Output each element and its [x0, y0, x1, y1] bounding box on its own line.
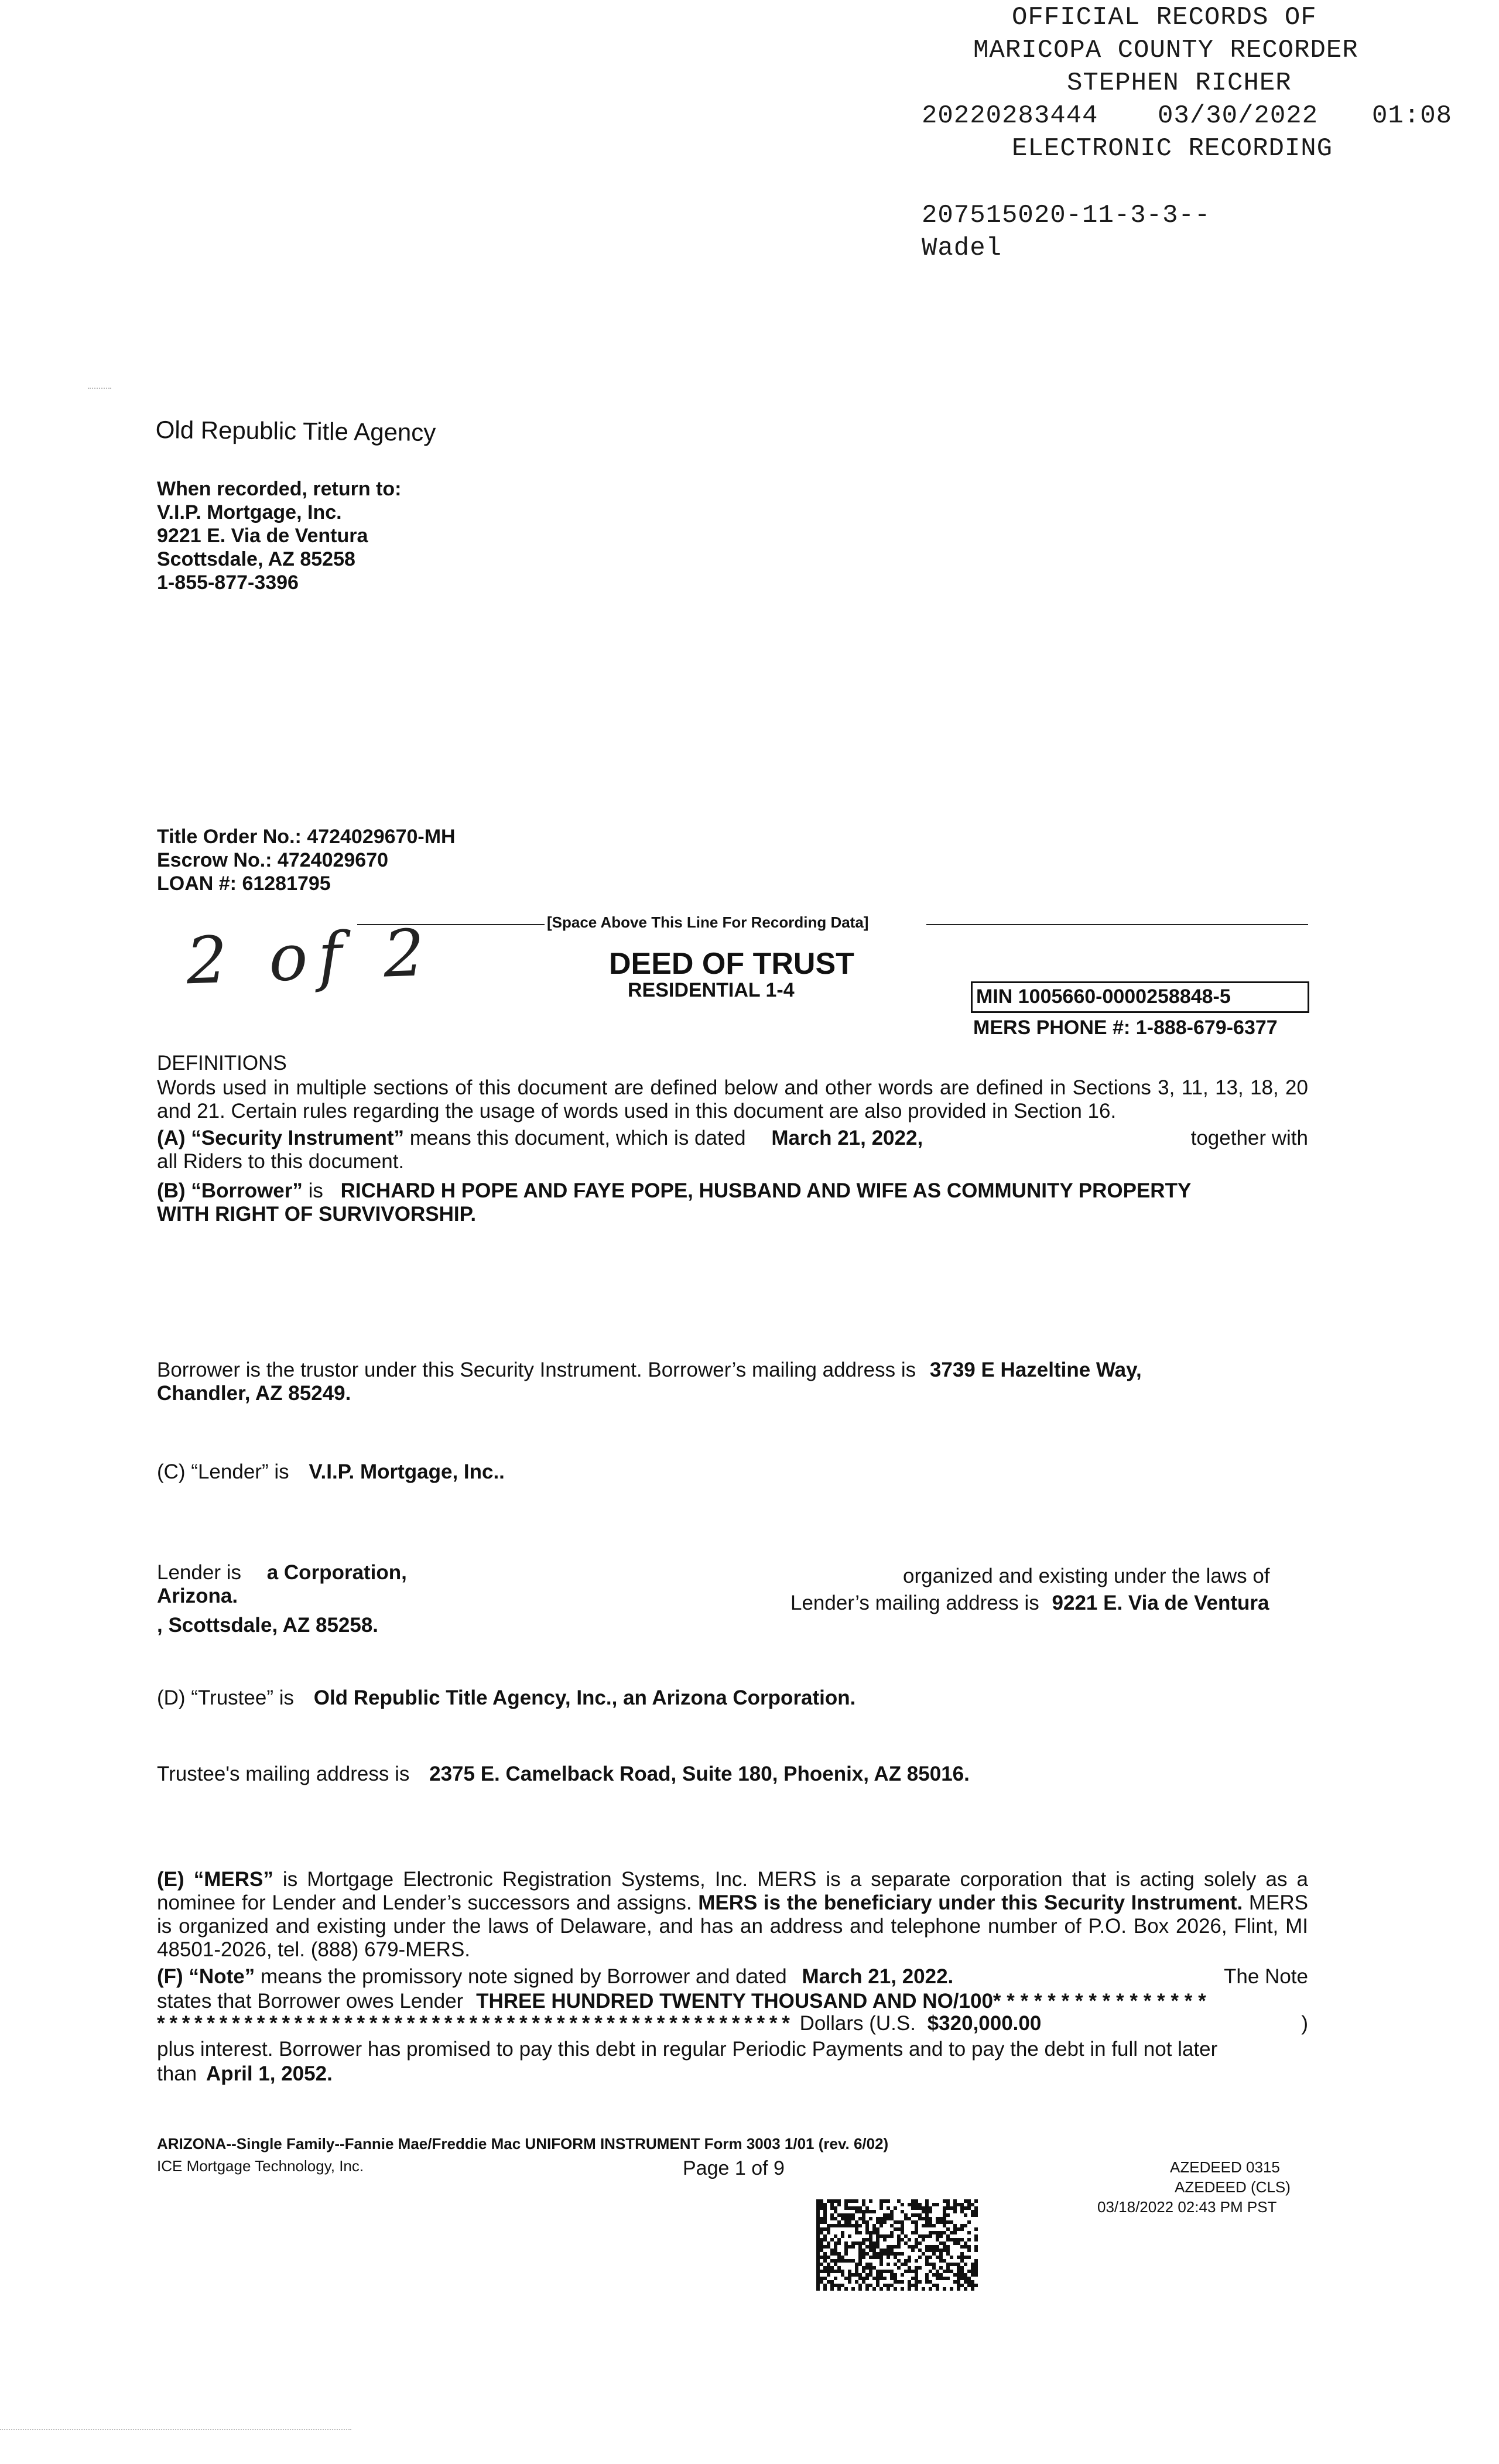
def-e-label: (E) “MERS” [157, 1868, 273, 1891]
def-e-text2: MERS is organized and existing under the laws of Delaware, and has an address and telephone number of P.O. Box 2026, Flint, MI 48501-2026, tel. (888) 679-MERS. [157, 1891, 1308, 1961]
def-e-bold: MERS is the beneficiary under this Security Instrument. [698, 1891, 1243, 1914]
def-d-is: is [279, 1686, 294, 1709]
recording-line-2: MARICOPA COUNTY RECORDER [973, 36, 1358, 65]
def-f-date: March 21, 2022. [802, 1965, 954, 1988]
barcode-icon [816, 2199, 978, 2291]
def-b-is: is [308, 1179, 323, 1202]
recording-divider-right [926, 924, 1308, 925]
def-f-amount: $320,000.00 [927, 2012, 1042, 2035]
borrower-address-1: 3739 E Hazeltine Way, [929, 1358, 1142, 1381]
def-d-name: Old Republic Title Agency, Inc., an Arizona Corporation. [313, 1686, 856, 1709]
document-title: DEED OF TRUST [609, 947, 854, 981]
def-f-maturity: April 1, 2052. [206, 2062, 333, 2085]
def-a-text3: all Riders to this document. [157, 1150, 405, 1173]
def-d-line [157, 1686, 855, 1710]
lender-organized: organized and existing under the laws of [903, 1565, 1270, 1587]
lender-mailing: Lender’s mailing address is [790, 1592, 1039, 1614]
scan-mark-left [88, 388, 111, 389]
def-b-label: (B) “Borrower” [157, 1179, 303, 1202]
return-to-street: 9221 E. Via de Ventura [157, 525, 368, 547]
def-f-stars: * * * * * * * * * * * * * * * * * * * * * * * * * * * * * * * * * * * * * * * * * * * * * * * * * * * [157, 2012, 789, 2035]
footer-timestamp: 03/18/2022 02:43 PM PST [1097, 2198, 1277, 2216]
agency-name: Old Republic Title Agency [155, 416, 436, 447]
def-a-label: (A) “Security Instrument” [157, 1127, 404, 1149]
return-to-city: Scottsdale, AZ 85258 [157, 548, 355, 570]
def-f-line-3 [157, 2012, 1308, 2035]
def-c-label: (C) “Lender” [157, 1460, 269, 1483]
recording-line-1: OFFICIAL RECORDS OF [1012, 3, 1317, 32]
definitions-intro-text: Words used in multiple sections of this document are defined below and other words are defined in Sections 3, 11, 13, 18, 20 and 21. Certain rules regarding the usage of words used in this document are also provided in Section 16. [157, 1076, 1308, 1123]
def-a-text1: means this document, which is dated [409, 1127, 746, 1149]
footer-code-2: AZEDEED (CLS) [1175, 2178, 1291, 2196]
definitions-intro [157, 1076, 1308, 1123]
mers-phone: MERS PHONE #: 1-888-679-6377 [973, 1017, 1278, 1039]
lender-type: a Corporation, [266, 1561, 407, 1584]
def-f-line-1 [157, 1965, 1308, 1989]
def-f-text3: states that Borrower owes Lender [157, 1990, 464, 2013]
lender-address-2: , Scottsdale, AZ 85258. [157, 1614, 379, 1637]
trustee-address: 2375 E. Camelback Road, Suite 180, Phoenix, AZ 85016. [429, 1763, 970, 1785]
def-f-line-5 [157, 2062, 333, 2086]
trustee-address-line [157, 1763, 970, 1786]
def-d-label: (D) “Trustee” [157, 1686, 273, 1709]
footer-page-number: Page 1 of 9 [683, 2157, 785, 2179]
def-f-dollars: Dollars (U.S. [799, 2012, 916, 2035]
def-a-date: March 21, 2022, [771, 1127, 923, 1149]
handwritten-note: 2 of 2 [184, 915, 436, 999]
def-f-text2: The Note [1224, 1965, 1308, 1988]
def-f-line-2 [157, 1990, 1308, 2013]
def-b-names1: RICHARD H POPE AND FAYE POPE, HUSBAND AND WIFE AS COMMUNITY PROPERTY [340, 1179, 1192, 1202]
scan-mark-bottom [0, 2429, 351, 2430]
lender-state: Arizona. [157, 1585, 238, 1607]
document-subtitle: RESIDENTIAL 1-4 [628, 979, 795, 1001]
return-to-phone: 1-855-877-3396 [157, 571, 299, 594]
def-b-line [157, 1179, 1191, 1203]
def-f-amount-words: THREE HUNDRED TWENTY THOUSAND AND NO/100* * * * * * * * * * * * * * * * [476, 1990, 1206, 2013]
escrow-number: Escrow No.: 4724029670 [157, 849, 389, 871]
recorder-name: Wadel [922, 234, 1002, 263]
trustee-text: Trustee's mailing address is [157, 1763, 410, 1785]
space-above-label: [Space Above This Line For Recording Data] [547, 913, 869, 931]
def-e-paragraph [157, 1868, 1308, 1962]
borrower-address-2: Chandler, AZ 85249. [157, 1382, 351, 1405]
lender-address-1: 9221 E. Via de Ventura [1052, 1592, 1269, 1614]
def-f-label: (F) “Note” [157, 1965, 255, 1988]
borrower-address-line [157, 1358, 1142, 1382]
return-to-heading: When recorded, return to: [157, 478, 402, 500]
recording-reference: 207515020-11-3-3-- [922, 201, 1211, 230]
record-time: 01:08 [1372, 101, 1453, 131]
def-f-text1: means the promissory note signed by Borrower and dated [260, 1965, 787, 1988]
return-to-name: V.I.P. Mortgage, Inc. [157, 501, 342, 523]
definitions-heading: DEFINITIONS [157, 1052, 287, 1074]
def-b-names2: WITH RIGHT OF SURVIVORSHIP. [157, 1203, 477, 1226]
def-f-text4: plus interest. Borrower has promised to pay this debt in regular Periodic Payments and to pay the debt in full not later [157, 2038, 1218, 2061]
lender-mailing-line [790, 1592, 1269, 1615]
def-a-text2: together with [1190, 1127, 1308, 1149]
def-f-than: than [157, 2062, 197, 2085]
recording-line-5: ELECTRONIC RECORDING [1012, 134, 1333, 163]
footer-vendor: ICE Mortgage Technology, Inc. [157, 2157, 364, 2175]
lender-is: Lender is [157, 1561, 241, 1584]
borrower-trustor-text: Borrower is the trustor under this Security Instrument. Borrower’s mailing address is [157, 1358, 916, 1381]
lender-is-line [157, 1561, 407, 1585]
min-box: MIN 1005660-0000258848-5 [971, 981, 1309, 1013]
def-c-line [157, 1460, 505, 1484]
def-a-line [157, 1127, 1308, 1150]
record-number: 20220283444 [922, 101, 1098, 131]
title-order-number: Title Order No.: 4724029670-MH [157, 826, 456, 848]
recording-line-3: STEPHEN RICHER [1067, 69, 1292, 98]
def-c-name: V.I.P. Mortgage, Inc.. [309, 1460, 505, 1483]
record-date: 03/30/2022 [1158, 101, 1319, 131]
def-f-close: ) [1301, 2012, 1308, 2035]
loan-number: LOAN #: 61281795 [157, 872, 331, 895]
def-c-is: is [274, 1460, 289, 1483]
def-e-text1: is Mortgage Electronic Registration Systems, Inc. MERS is a separate corporation that is acting solely as a nominee for Lender and Lender’s successors and assigns. [157, 1868, 1308, 1914]
footer-code-1: AZEDEED 0315 [1170, 2158, 1280, 2176]
footer-form-line: ARIZONA--Single Family--Fannie Mae/Freddie Mac UNIFORM INSTRUMENT Form 3003 1/01 (rev. 6/02) [157, 2135, 889, 2152]
